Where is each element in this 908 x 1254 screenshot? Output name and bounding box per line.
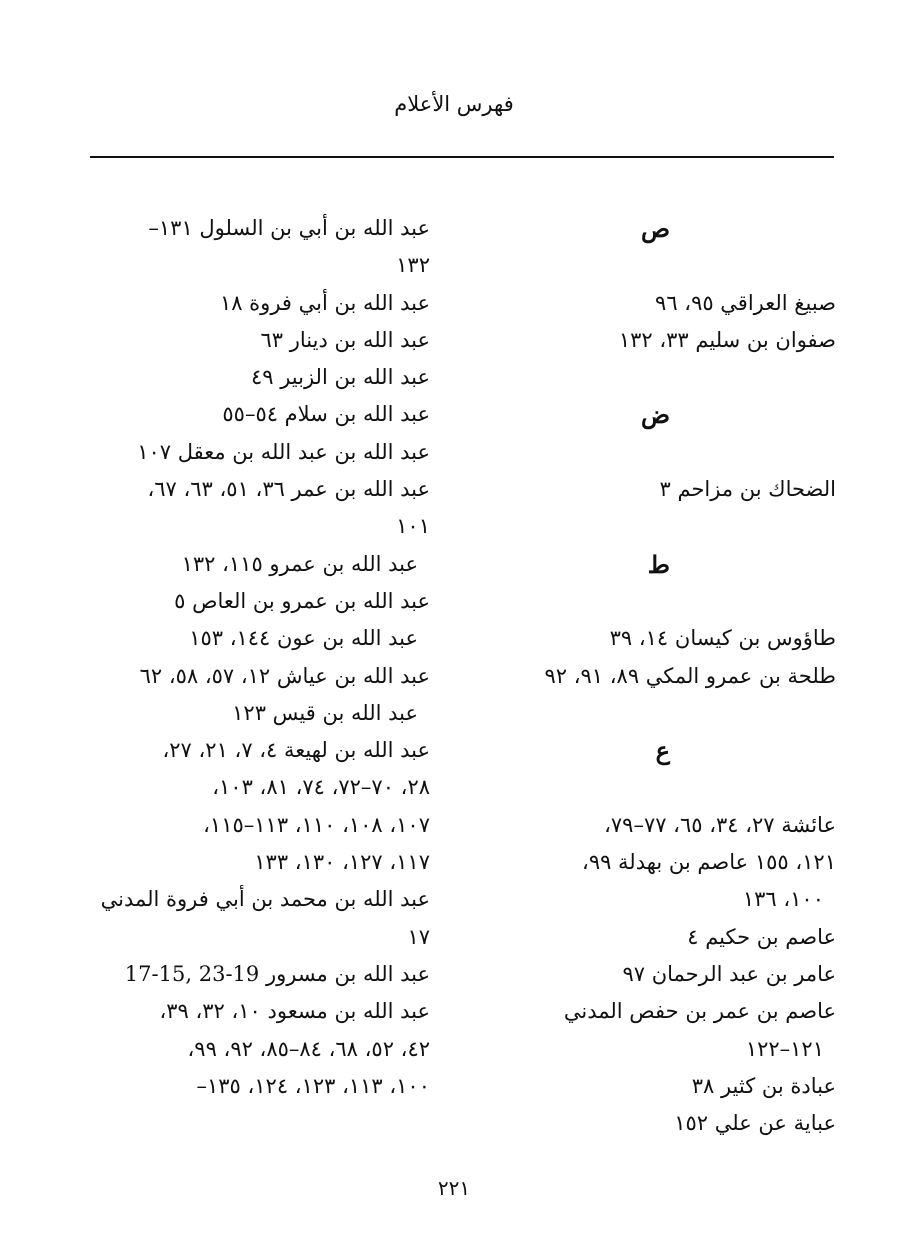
index-column-left <box>82 210 430 1105</box>
index-entry: عباية عن علي ١٥٢ <box>674 1111 836 1136</box>
section-gap <box>476 583 836 620</box>
index-section-ta <box>476 546 836 732</box>
index-entry: عبادة بن كثير ٣٨ <box>691 1073 836 1098</box>
index-entry: عاصم بن عمر بن حفص المدني <box>563 999 836 1024</box>
section-letter-sad: ص <box>640 214 670 243</box>
index-entry: عبد الله بن عبد الله بن معقل ١٠٧ <box>137 439 430 464</box>
index-entry-continuation: ١٠١ <box>396 514 430 539</box>
index-entry-continuation: ١٠٧، ١٠٨، ١١٠، ١١٣–١١٥، <box>203 812 430 837</box>
index-section-dad <box>476 396 836 545</box>
section-gap <box>476 769 836 806</box>
index-entry: طلحة بن عمرو المكي ٨٩، ٩١، ٩٢ <box>544 663 836 688</box>
index-entry: عامر بن عبد الرحمان ٩٧ <box>622 961 836 986</box>
index-entry-continuation: ١٢١–١٢٢ <box>745 1036 824 1061</box>
index-entry: عائشة ٢٧، ٣٤، ٦٥، ٧٧–٧٩، <box>604 812 836 837</box>
index-entry: عبد الله بن عون ١٤٤، ١٥٣ <box>189 626 418 651</box>
header-rule <box>90 156 834 158</box>
index-entry: عبد الله بن عمرو بن العاص ٥ <box>174 588 430 613</box>
index-entry-continuation: ١٣٢ <box>396 253 430 278</box>
index-section-sad <box>476 210 836 396</box>
section-gap <box>476 247 836 284</box>
index-entry: عبد الله بن عمرو ١١٥، ١٣٢ <box>181 551 418 576</box>
index-entry-continuation: ١٠٠، ١٣٦ <box>742 887 824 912</box>
index-column-right <box>476 210 836 1142</box>
page-title: فهرس الأعلام <box>394 92 514 116</box>
index-entry: عبد الله بن مسرور 19-23 ,15-17 <box>124 961 430 986</box>
section-letter-ta: ط <box>647 549 670 579</box>
index-entry-continuation: ١٠٠، ١١٣، ١٢٣، ١٢٤، ١٣٥– <box>196 1073 430 1098</box>
index-entry: صفوان بن سليم ٣٣، ١٣٢ <box>618 327 836 352</box>
index-entry-continuation: ٢٨، ٧٠–٧٢، ٧٤، ٨١، ١٠٣، <box>212 775 430 800</box>
index-entry: عاصم بن حكيم ٤ <box>687 924 836 949</box>
index-entry: عبد الله بن أبي فروة ١٨ <box>219 290 430 315</box>
index-entry-continuation: ٤٢، ٥٢، ٦٨، ٨٤–٨٥، ٩٢، ٩٩، <box>187 1036 430 1061</box>
index-entry-continuation: ١١٧، ١٢٧، ١٣٠، ١٣٣ <box>254 850 430 875</box>
index-entry: ١٢١، ١٥٥ عاصم بن بهدلة ٩٩، <box>582 850 836 875</box>
index-entry: عبد الله بن سلام ٥٤–٥٥ <box>222 402 430 427</box>
index-entry: عبد الله بن دينار ٦٣ <box>260 327 430 352</box>
section-gap <box>476 359 836 396</box>
index-section-ain <box>476 732 836 1142</box>
index-entry: عبد الله بن قيس ١٢٣ <box>232 700 418 725</box>
section-gap <box>476 508 836 545</box>
section-letter-ain: ع <box>655 736 670 766</box>
section-gap <box>476 695 836 732</box>
index-entry-continuation: ١٧ <box>407 924 430 949</box>
index-entry: عبد الله بن مسعود ١٠، ٣٢، ٣٩، <box>159 999 430 1024</box>
index-entry: عبد الله بن عمر ٣٦، ٥١، ٦٣، ٦٧، <box>147 477 430 502</box>
section-gap <box>476 434 836 471</box>
index-entry: عبد الله بن لهيعة ٤، ٧، ٢١، ٢٧، <box>162 738 430 763</box>
index-entry: طاؤوس بن كيسان ١٤، ٣٩ <box>609 626 836 651</box>
index-entry: عبد الله بن أبي بن السلول ١٣١– <box>148 216 430 240</box>
index-entry: الضحاك بن مزاحم ٣ <box>659 477 836 502</box>
index-entry: صبيغ العراقي ٩٥، ٩٦ <box>655 290 836 315</box>
section-letter-dad: ض <box>640 400 670 430</box>
page-number: ٢٢١ <box>437 1176 471 1200</box>
index-entry: عبد الله بن عياش ١٢، ٥٧، ٥٨، ٦٢ <box>139 663 430 688</box>
index-entry: عبد الله بن الزبير ٤٩ <box>250 365 430 390</box>
index-entry: عبد الله بن محمد بن أبي فروة المدني <box>100 887 430 912</box>
